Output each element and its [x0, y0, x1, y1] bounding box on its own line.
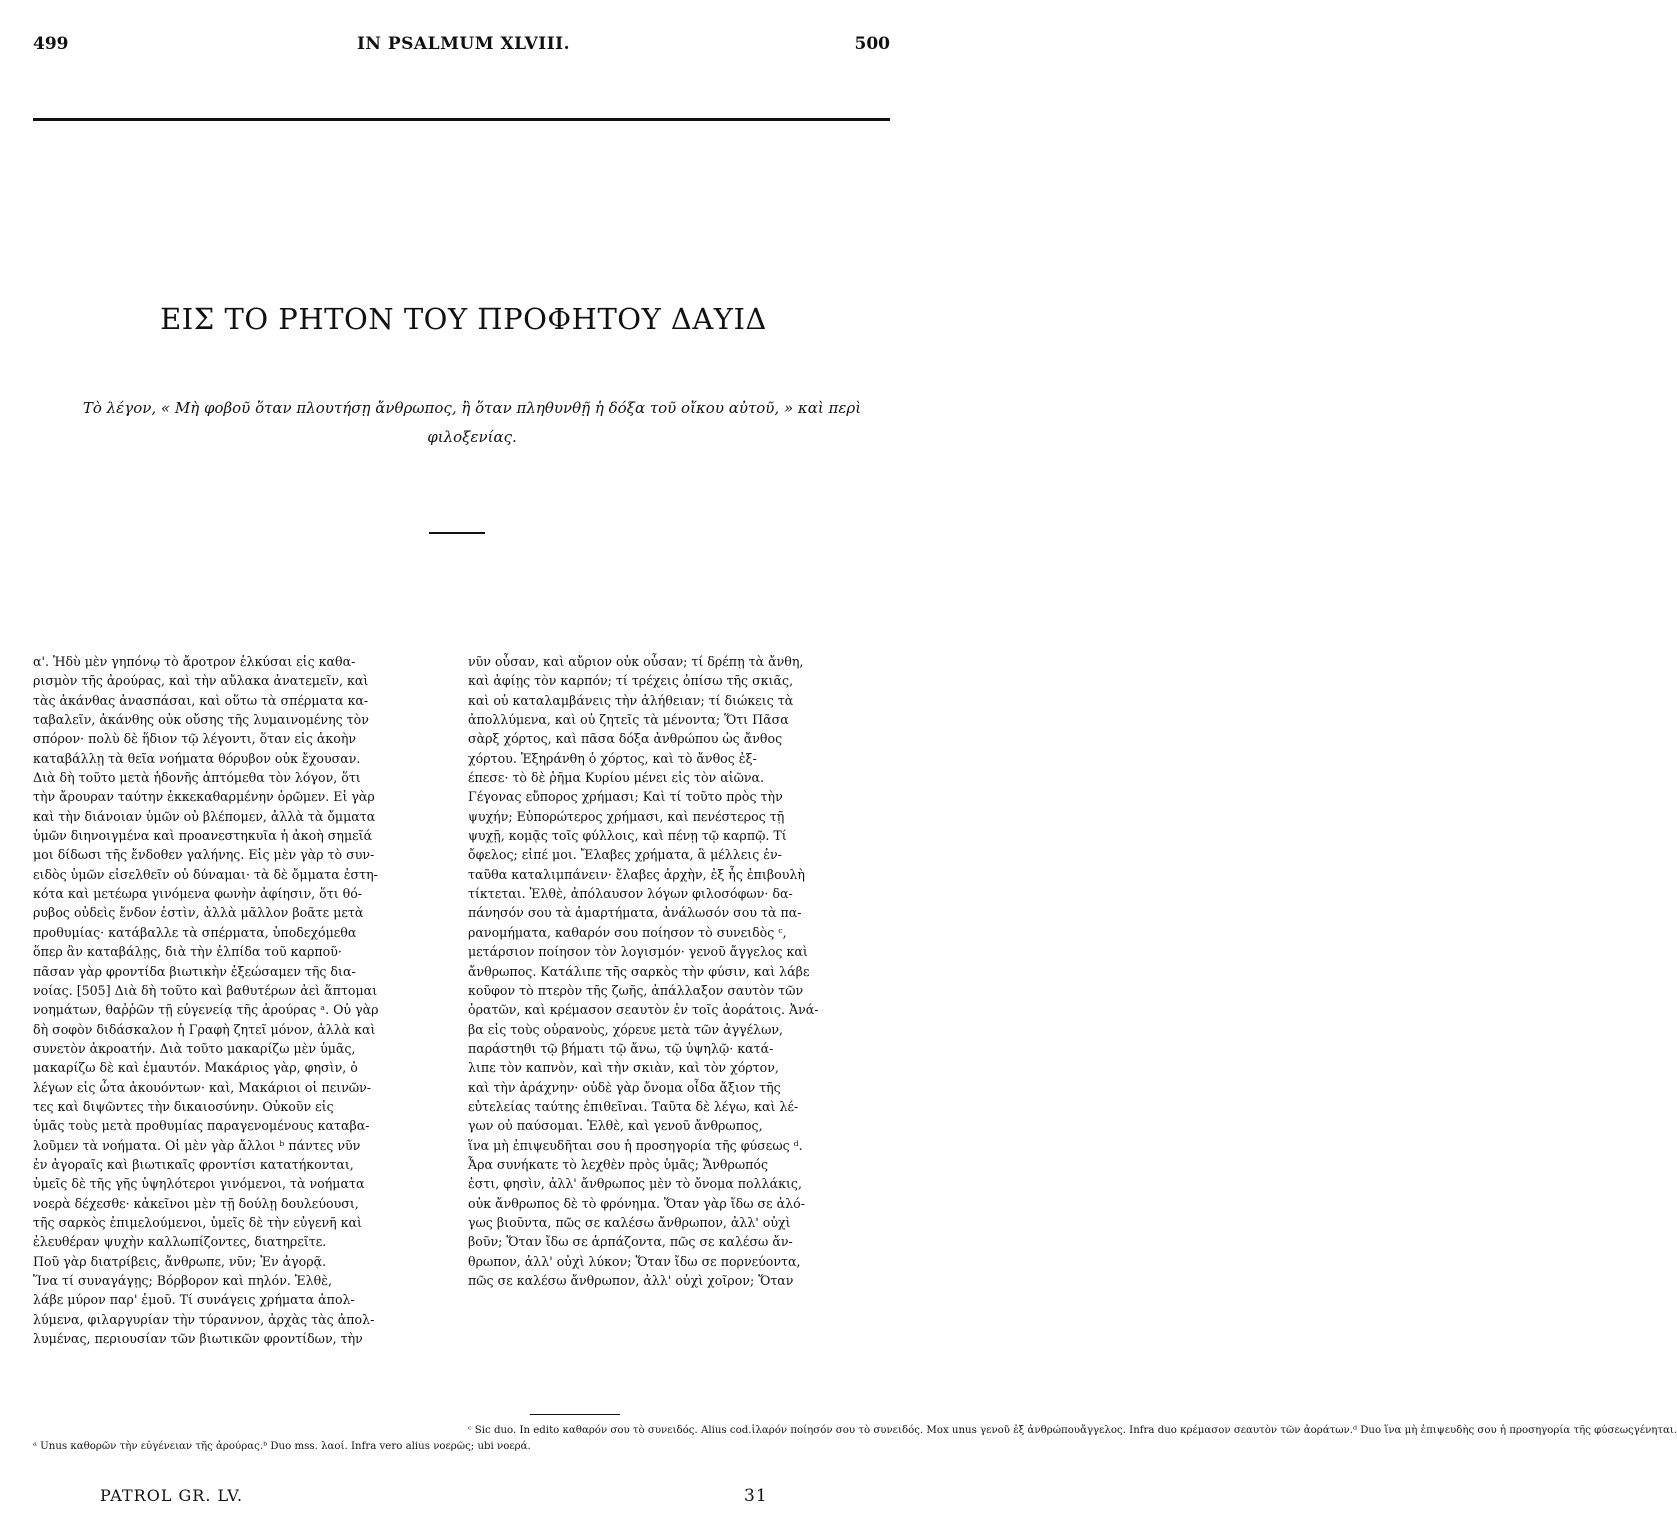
text-line: νοημάτων, θαῤῥῶν τῇ εὐγενείᾳ τῆς ἀρούρας ᵃ. Οὐ γὰρ — [33, 1002, 379, 1018]
footnote-line: ᶜ Sic duo. In edito καθαρόν σου τὸ συνειδός. Alius cod. — [468, 1425, 752, 1436]
text-line: Ποῦ γὰρ διατρίβεις, ἄνθρωπε, νῦν; Ἐν ἀγορᾷ. — [33, 1253, 327, 1269]
running-title: IN PSALMUM XLVIII. — [356, 34, 571, 54]
text-line: ειδὸς ὑμῶν εἰσελθεῖν οὐ δύναμαι· τὰ δὲ ὄμματα ἐστη- — [33, 866, 378, 882]
text-line: μοι δίδωσι τῆς ἔνδοθεν γαλήνης. Εἰς μὲν γὰρ τὸ συν- — [33, 847, 375, 863]
right-text-column — [468, 652, 886, 1290]
text-line: ἀπολλύμενα, καὶ οὐ ζητεῖς τὰ μένοντα; Ὅτι Πᾶσα — [468, 712, 789, 728]
text-line: εὐτελείας ταύτης ἐπιθεῖναι. Ταῦτα δὲ λέγω, καὶ λέ- — [468, 1098, 799, 1114]
text-line: λάβε μύρον παρ' ἐμοῦ. Τί συνάγεις χρήματα ἀπολ- — [33, 1292, 355, 1308]
signature-mark: 31 — [744, 1486, 768, 1506]
text-line: λυμένας, περιουσίαν τῶν βιωτικῶν φροντίδων, τὴν — [33, 1331, 363, 1347]
text-line: σὰρξ χόρτος, καὶ πᾶσα δόξα ἀνθρώπου ὡς ἄνθος — [468, 731, 783, 747]
text-line: ὑμῶν διηνοιγμένα καὶ προανεστηκυῖα ἡ ἀκοὴ σημεῖά — [33, 828, 373, 844]
header-rule — [33, 118, 890, 121]
text-line: ψυχῇ, κομᾷς τοῖς φύλλοις, καὶ πένῃ τῷ καρπῷ. Τί — [468, 828, 787, 844]
footnote-line: ᵇ Duo mss. λαοί. Infra vero alius νοερῶς; ubi νοερά. — [263, 1441, 531, 1452]
text-line: Ἆρα συνήκατε τὸ λεχθὲν πρὸς ὑμᾶς; Ἄνθρωπός — [468, 1156, 769, 1172]
text-line: μακαρίζω δὲ καὶ ἐμαυτόν. Μακάριος γὰρ, φησὶν, ὁ — [33, 1060, 358, 1076]
text-line: κότα καὶ μετέωρα γινόμενα φωνὴν ἀφίησιν, ὅτι θό- — [33, 886, 363, 902]
text-line: πάνησόν σου τὰ ἁμαρτήματα, ἀνάλωσόν σου τὰ πα- — [468, 905, 802, 921]
text-line: δὴ σοφὸν διδάσκαλον ἡ Γραφὴ ζητεῖ μόνον, ἀλλὰ καὶ — [33, 1021, 376, 1037]
text-line: καὶ τὴν ἀράχνην· οὐδὲ γὰρ ὄνομα οἶδα ἄξιον τῆς — [468, 1079, 781, 1095]
text-line: τῆς σαρκὸς ἐπιμελούμενοι, ὑμεῖς δὲ τὴν εὐγενῆ καὶ — [33, 1214, 362, 1230]
footnotes-right — [468, 1424, 1677, 1437]
text-line: ἐν ἀγοραῖς καὶ βιωτικαῖς φροντίσι κατατήκονται, — [33, 1156, 354, 1172]
text-line: βοῦν; Ὅταν ἴδω σε ἁρπάζοντα, πῶς σε καλέσω ἄν- — [468, 1234, 793, 1250]
section-divider — [429, 532, 485, 534]
page-number-left: 499 — [33, 34, 69, 54]
text-line: ὑμᾶς τοὺς μετὰ προθυμίας παραγενομένους καταβα- — [33, 1118, 370, 1134]
text-line: ρυβος οὐδεὶς ἔνδον ἐστὶν, ἀλλὰ μᾶλλον βοᾶτε μετὰ — [33, 905, 364, 921]
footnotes-left — [33, 1440, 531, 1453]
footnote-line: ἱλαρόν ποίησόν σου τὸ συνειδός. Mox unus γενοῦ ἐξ ἀνθρώπου — [751, 1425, 1081, 1436]
text-line: τίκτεται. Ἐλθὲ, ἀπόλαυσον λόγων φιλοσόφων· δα- — [468, 886, 793, 902]
text-line: λιπε τὸν καπνὸν, καὶ τὴν σκιὰν, καὶ τὸν χόρτον, — [468, 1060, 779, 1076]
text-line: γως βιοῦντα, πῶς σε καλέσω ἄνθρωπον, ἀλλ' οὐχὶ — [468, 1214, 791, 1230]
text-line: ἐλευθέραν ψυχὴν καλλωπίζοντες, διατηρεῖτε. — [33, 1234, 327, 1250]
text-line: ἵνα μὴ ἐπιψευδῆται σου ἡ προσηγορία τῆς φύσεως ᵈ. — [468, 1137, 803, 1153]
text-line: πῶς σε καλέσω ἄνθρωπον, ἀλλ' οὐχὶ χοῖρον; Ὅταν — [468, 1273, 794, 1288]
text-line: ταβαλεῖν, ἀκάνθης οὐκ οὔσης τῆς λυμαινομένης τὸν — [33, 712, 369, 728]
footnote-line: ἄγγελος. Infra duo κρέμασον σεαυτὸν τῶν ἀοράτων. — [1080, 1425, 1353, 1436]
text-line: μετάρσιον ποίησον τὸν λογισμόν· γενοῦ ἄγγελος καὶ — [468, 944, 808, 960]
text-line: ρανομήματα, καθαρόν σου ποίησον τὸ συνειδὸς ᶜ, — [468, 924, 787, 940]
text-line: προθυμίας· κατάβαλλε τὰ σπέρματα, ὑποδεχόμεθα — [33, 924, 357, 940]
text-line: οὐκ ἄνθρωπος δὲ τὸ φρόνημα. Ὅταν γὰρ ἴδω σε ἀλό- — [468, 1195, 805, 1211]
text-line: καταβάλλῃ τὰ θεῖα νοήματα θόρυβον οὐκ ἔχουσαν. — [33, 750, 361, 766]
text-line: καὶ τὴν διάνοιαν ὑμῶν οὐ βλέπομεν, ἀλλὰ τὰ ὄμματα — [33, 808, 376, 824]
text-line: α'. Ἡδὺ μὲν γηπόνῳ τὸ ἄροτρον ἑλκύσαι εἰς καθα- — [33, 654, 356, 669]
text-line: χόρτου. Ἐξηράνθη ὁ χόρτος, καὶ τὸ ἄνθος ἐξ- — [468, 750, 757, 766]
text-line: κοῦφον τὸ πτερὸν τῆς ζωῆς, ἀπάλλαξον σαυτὸν τῶν — [468, 982, 804, 998]
homily-subtitle: Τὸ λέγον, « Μὴ φοβοῦ ὅταν πλουτήσῃ ἄνθρωπος, ἢ ὅταν πληθυνθῇ ἡ δόξα τοῦ οἴκου αὐτοῦ, » καὶ περὶ φιλοξενίας. — [82, 399, 862, 446]
text-line: νοίας. [505] Διὰ δὴ τοῦτο καὶ βαθυτέρων ἀεὶ ἅπτομαι — [33, 982, 378, 998]
text-line: ὁρατῶν, καὶ κρέμασον σεαυτὸν ἐν τοῖς ἀοράτοις. Ἀνά- — [468, 1002, 819, 1018]
text-line: τὴν ἄρουραν ταύτην ἐκκεκαθαρμένην ὁρῶμεν. Εἰ γὰρ — [33, 789, 375, 805]
text-line: καὶ οὐ καταλαμβάνεις τὴν ἀλήθειαν; τί διώκεις τὰ — [468, 692, 794, 708]
footnote-line: ᵃ Unus καθορῶν τὴν εὐγένειαν τῆς ἀρούρας. — [33, 1441, 264, 1452]
footnote-rule — [530, 1414, 620, 1415]
text-line: τὰς ἀκάνθας ἀνασπάσαι, καὶ οὕτω τὰ σπέρματα κα- — [33, 692, 369, 708]
footnote-line: γένηται. — [1633, 1425, 1677, 1436]
text-line: καὶ ἀφίῃς τὸν καρπόν; τί τρέχεις ὀπίσω τῆς σκιᾶς, — [468, 673, 794, 689]
text-line: λύμενα, φιλαργυρίαν τὴν τύραννον, ἀρχὰς τὰς ἀπολ- — [33, 1311, 375, 1327]
text-line: νῦν οὖσαν, καὶ αὔριον οὐκ οὖσαν; τί δρέπῃ τὰ ἄνθη, — [468, 654, 804, 669]
text-line: ὅπερ ἂν καταβάλῃς, διὰ τὴν ἐλπίδα τοῦ καρποῦ· — [33, 944, 342, 960]
text-line: πᾶσαν γὰρ φροντίδα βιωτικὴν ἐξεώσαμεν τῆς δια- — [33, 963, 356, 979]
text-line: συνετὸν ἀκροατήν. Διὰ τοῦτο μακαρίζω μὲν ὑμᾶς, — [33, 1040, 356, 1056]
text-line: παράστηθι τῷ βήματι τῷ ἄνω, τῷ ὑψηλῷ· κατά- — [468, 1040, 774, 1056]
series-label: PATROL GR. LV. — [100, 1486, 244, 1505]
text-line: νοερὰ δέχεσθε· κἀκεῖνοι μὲν τῇ δούλῃ δουλεύουσι, — [33, 1195, 359, 1211]
text-line: τες καὶ διψῶντες τὴν δικαιοσύνην. Οὐκοῦν εἰς — [33, 1098, 334, 1114]
left-text-column — [33, 652, 442, 1348]
text-line: ὄφελος; εἰπέ μοι. Ἔλαβες χρήματα, ἃ μέλλεις ἐν- — [468, 847, 782, 863]
text-line: έπεσε· τὸ δὲ ῥῆμα Κυρίου μένει εἰς τὸν αἰῶνα. — [468, 770, 765, 786]
text-line: Γέγονας εὔπορος χρήμασι; Καὶ τί τοῦτο πρὸς τὴν — [468, 789, 783, 805]
homily-title: ΕΙΣ ΤΟ ΡΗΤΟΝ ΤΟΥ ΠΡΟΦΗΤΟΥ ΔΑΥΙΔ — [160, 302, 767, 336]
text-line: ψυχήν; Εὐπορώτερος χρήμασι, καὶ πενέστερος τῇ — [468, 808, 785, 824]
text-line: Διὰ δὴ τοῦτο μετὰ ἡδονῆς ἁπτόμεθα τὸν λόγον, ὅτι — [33, 770, 361, 786]
text-line: γων οὐ παύσομαι. Ἐλθὲ, καὶ γενοῦ ἄνθρωπος, — [468, 1118, 763, 1134]
text-line: ἐστι, φησὶν, ἀλλ' ἄνθρωπος μὲν τὸ ὄνομα πολλάκις, — [468, 1176, 802, 1192]
text-line: ταῦθα καταλιμπάνειν· ἔλαβες ἀρχὴν, ἐξ ἧς ἐπιβουλὴ — [468, 866, 805, 882]
footnote-line: ᵈ Duo ἵνα μὴ ἐπιψευδὴς σου ἡ προσηγορία τῆς φύσεως — [1352, 1425, 1634, 1436]
text-line: θρωπον, ἀλλ' οὐχὶ λύκον; Ὅταν ἴδω σε πορνεύοντα, — [468, 1253, 801, 1269]
text-line: Ἵνα τί συναγάγῃς; Βόρβορον καὶ πηλόν. Ἐλθὲ, — [33, 1273, 332, 1288]
text-line: λοῦμεν τὰ νοήματα. Οἱ μὲν γὰρ ἄλλοι ᵇ πάντες νῦν — [33, 1137, 361, 1153]
text-line: σπόρον· πολὺ δὲ ἥδιον τῷ λέγοντι, ὅταν εἰς ἀκοὴν — [33, 731, 357, 747]
text-line: λέγων εἰς ὦτα ἀκουόντων· καὶ, Μακάριοι οἱ πεινῶν- — [33, 1079, 372, 1095]
text-line: ἄνθρωπος. Κατάλιπε τῆς σαρκὸς τὴν φύσιν, καὶ λάβε — [468, 963, 810, 979]
page-number-right: 500 — [854, 34, 890, 54]
text-line: ὑμεῖς δὲ τῆς γῆς ὑψηλότεροι γινόμενοι, τὰ νοήματα — [33, 1176, 365, 1192]
text-line: ρισμὸν τῆς ἀρούρας, καὶ τὴν αὔλακα ἀνατεμεῖν, καὶ — [33, 673, 369, 689]
text-line: βα εἰς τοὺς οὐρανοὺς, χόρευε μετὰ τῶν ἀγγέλων, — [468, 1021, 784, 1037]
